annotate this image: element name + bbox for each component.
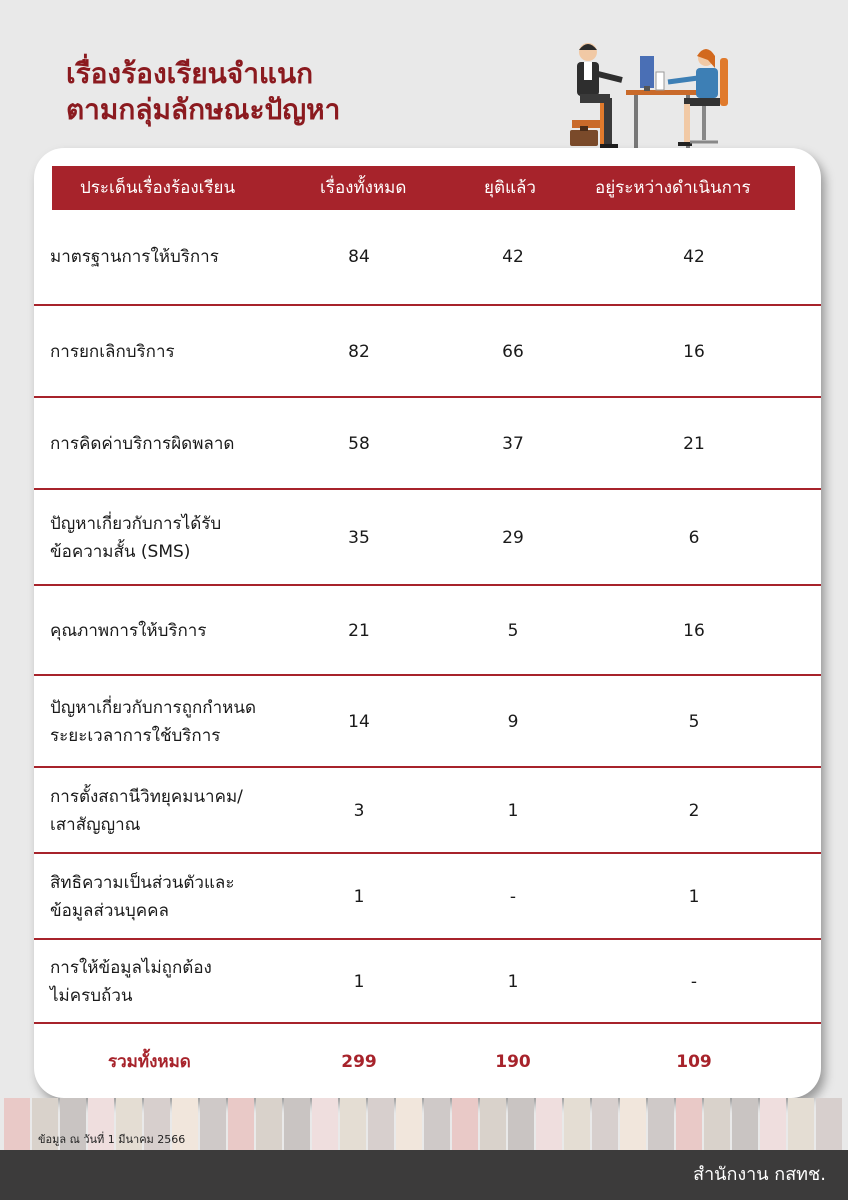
row-topic-line: มาตรฐานการให้บริการ [50,247,219,267]
row-topic-line: ไม่ครบถ้วน [50,986,133,1006]
row-done: 1 [507,801,519,821]
header-done: ยุติแล้ว [484,178,536,198]
row-total: 82 [348,342,370,362]
row-pending: 42 [683,247,705,267]
organization-name: สำนักงาน กสทช. [693,1164,826,1185]
row-topic-line: คุณภาพการให้บริการ [50,621,207,641]
row-total: 14 [348,712,370,732]
stripe [256,1098,282,1150]
total-label: รวมทั้งหมด [108,1052,191,1072]
row-pending: 16 [683,342,705,362]
stripe [816,1098,842,1150]
row-done: 29 [502,528,524,548]
row-total: 3 [353,801,365,821]
stripe [452,1098,478,1150]
row-topic [50,694,320,750]
row-total: 1 [353,972,365,992]
table-row [34,584,821,676]
row-pending: 16 [683,621,705,641]
row-total: 35 [348,528,370,548]
stripe [732,1098,758,1150]
row-topic-line: ปัญหาเกี่ยวกับการได้รับ [50,514,222,534]
row-done: 37 [502,434,524,454]
total-pending: 109 [676,1052,712,1072]
row-topic-line: ข้อความสั้น (SMS) [50,542,191,562]
page-title [66,56,340,128]
row-done: 1 [507,972,519,992]
row-total: 84 [348,247,370,267]
table-row [34,938,821,1024]
row-topic-line: ระยะเวลาการใช้บริการ [50,726,221,746]
row-pending: 5 [688,712,700,732]
row-topic [50,243,320,271]
table-row [34,852,821,940]
stripe [284,1098,310,1150]
stripe [396,1098,422,1150]
footer-bar [0,1150,848,1200]
title-line-2: ตามกลุ่มลักษณะปัญหา [66,93,341,126]
stripe [340,1098,366,1150]
table-row [34,766,821,854]
stripe [4,1098,30,1150]
row-done: 9 [507,712,519,732]
stripe [676,1098,702,1150]
row-pending: 1 [688,887,700,907]
stripe [704,1098,730,1150]
row-topic-line: การคิดค่าบริการผิดพลาด [50,434,235,454]
stripe [480,1098,506,1150]
row-topic [50,338,320,366]
data-date-note: ข้อมูล ณ วันที่ 1 มีนาคม 2566 [38,1133,186,1146]
row-topic [50,869,320,925]
header-topic: ประเด็นเรื่องร้องเรียน [80,178,236,198]
table-row [34,674,821,768]
row-topic-line: สิทธิความเป็นส่วนตัวและ [50,873,235,893]
row-topic-line: การให้ข้อมูลไม่ถูกต้อง [50,958,212,978]
table-row [34,396,821,490]
stripe [508,1098,534,1150]
stripe [760,1098,786,1150]
row-topic-line: การยกเลิกบริการ [50,342,175,362]
total-all: 299 [341,1052,377,1072]
row-done: - [509,887,517,907]
row-total: 1 [353,887,365,907]
row-topic-line: การตั้งสถานีวิทยุคมนาคม/ [50,787,243,807]
table-row [34,488,821,586]
header-total: เรื่องทั้งหมด [320,178,407,198]
table-header [52,166,795,210]
stripe [368,1098,394,1150]
row-done: 5 [507,621,519,641]
stripe [620,1098,646,1150]
stripe [592,1098,618,1150]
complaints-table [34,148,821,1098]
table-row [34,210,821,304]
row-topic [50,617,320,645]
row-topic [50,510,320,566]
row-topic-line: เสาสัญญาณ [50,815,141,835]
row-pending: 21 [683,434,705,454]
stripe [788,1098,814,1150]
table-row [34,304,821,398]
stripe [536,1098,562,1150]
header-pending: อยู่ระหว่างดำเนินการ [595,178,751,198]
row-total: 21 [348,621,370,641]
row-topic-line: ปัญหาเกี่ยวกับการถูกกำหนด [50,698,256,718]
row-pending: 6 [688,528,700,548]
stripe [424,1098,450,1150]
stripe [228,1098,254,1150]
stripe [564,1098,590,1150]
row-topic-line: ข้อมูลส่วนบุคคล [50,901,169,921]
row-topic [50,954,320,1010]
row-total: 58 [348,434,370,454]
total-done: 190 [495,1052,531,1072]
row-topic [50,783,320,839]
stripe [312,1098,338,1150]
row-pending: 2 [688,801,700,821]
row-pending: - [690,972,698,992]
row-done: 66 [502,342,524,362]
stripe [200,1098,226,1150]
row-done: 42 [502,247,524,267]
title-line-1: เรื่องร้องเรียนจำแนก [66,57,314,90]
row-topic [50,430,320,458]
table-total-row [34,1022,821,1100]
stripe [648,1098,674,1150]
office-meeting-illustration [560,38,740,153]
